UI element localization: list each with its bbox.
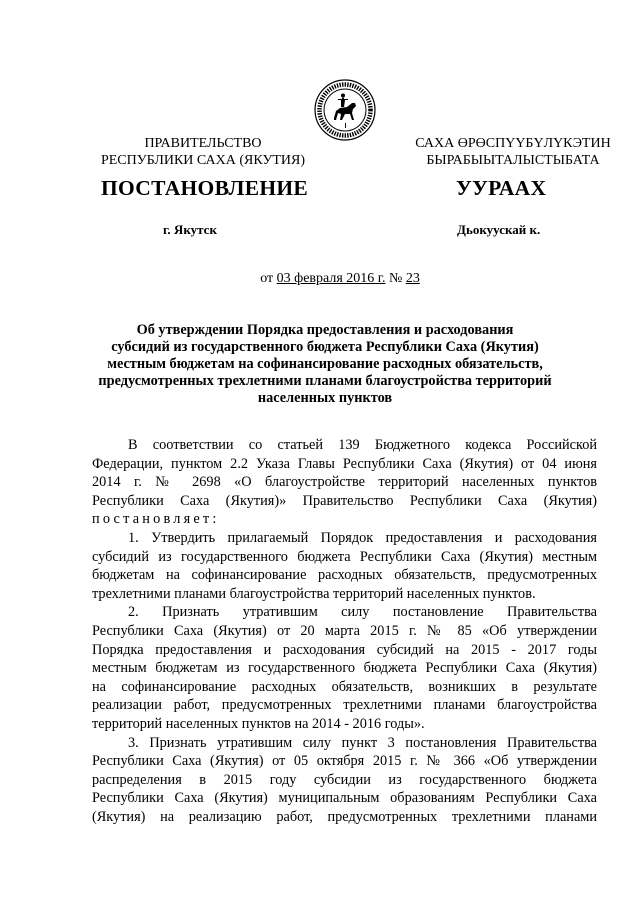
- header-left-line-2: РЕСПУБЛИКИ САХА (ЯКУТИЯ): [100, 153, 306, 168]
- body-line: Республики Саха (Якутия) от 05 октября 2015 г. № 366 «Об утверждении: [92, 753, 597, 770]
- body-line: постановляет:: [92, 511, 220, 528]
- body-line: (Якутия) на реализацию работ, предусмотренных трехлетними планами: [92, 808, 597, 825]
- date-prefix: от: [260, 271, 277, 286]
- body-line: 2. Признать утратившим силу постановление Правительства: [128, 604, 597, 621]
- city-sakha: Дьокуускай к.: [457, 222, 541, 237]
- body-line: реализации работ, предусмотренных трехлетними планами благоустройства: [92, 697, 597, 714]
- header-right-line-2: БЫРАБЫЫТАЛЫСТЫБАТА: [426, 153, 600, 168]
- document-date: 03 февраля 2016 г.: [276, 271, 386, 286]
- title-line: местным бюджетам на софинансирование расходных обязательств,: [107, 356, 543, 372]
- body-line: 3. Признать утратившим силу пункт 3 постановления Правительства: [128, 734, 597, 751]
- body-line: территорий населенных пунктов на 2014 - 2016 годы».: [92, 715, 425, 732]
- document-type-sakha: УУРААХ: [456, 176, 547, 200]
- body-line: бюджетам на софинансирование расходных обязательств, предусмотренных: [92, 567, 597, 584]
- body-line: Порядка предоставления и расходования субсидий на 2015 - 2017 годы: [92, 641, 597, 658]
- body-line: Федерации, пунктом 2.2 Указа Главы Республики Саха (Якутия) от 04 июня: [92, 455, 597, 472]
- number-prefix: №: [385, 271, 406, 286]
- body-line: 1. Утвердить прилагаемый Порядок предоставления и расходования: [128, 529, 597, 546]
- body-line: на софинансирование расходных обязательств, возникших в результате: [92, 678, 597, 695]
- body-line: 2014 г. № 2698 «О благоустройстве территорий населенных пунктов: [92, 474, 597, 491]
- body-line: Республики Саха (Якутия) от 20 марта 2015 г. № 85 «Об утверждении: [92, 622, 597, 639]
- body-line: распределения в 2015 году субсидии из государственного бюджета: [92, 771, 597, 788]
- body-line: Республики Саха (Якутия)» Правительство Республики Саха (Якутия): [92, 492, 597, 509]
- header-right-line-1: САХА ӨРӨСПҮҮБҮЛҮКЭТИН: [415, 136, 611, 151]
- header-left: [88, 135, 318, 169]
- document-title: [80, 322, 570, 407]
- document-number: 23: [405, 271, 420, 286]
- body-line: В соответствии со статьей 139 Бюджетного кодекса Российской: [128, 437, 597, 453]
- title-line: Об утверждении Порядка предоставления и расходования: [136, 322, 514, 338]
- date-number-line: [0, 271, 640, 287]
- body-line: субсидий из государственного бюджета Республики Саха (Якутия) местным: [92, 548, 597, 565]
- body-line: местным бюджетам из государственного бюджета Республики Саха (Якутия): [92, 660, 597, 677]
- coat-of-arms-emblem: [314, 79, 376, 141]
- body-line: трехлетними планами благоустройства территорий населенных пунктов.: [92, 585, 536, 602]
- body-line: Республики Саха (Якутия) муниципальным образованиям Республики Саха: [92, 790, 597, 807]
- header-right: [398, 135, 628, 169]
- title-line: предусмотренных трехлетними планами благоустройства территорий: [98, 373, 552, 389]
- city-ru: г. Якутск: [163, 222, 217, 237]
- title-line: субсидий из государственного бюджета Республики Саха (Якутия): [111, 339, 539, 355]
- document-type-ru: ПОСТАНОВЛЕНИЕ: [101, 176, 309, 200]
- header-left-line-1: ПРАВИТЕЛЬСТВО: [144, 136, 262, 151]
- title-line: населенных пунктов: [257, 390, 393, 406]
- document-body: [92, 436, 597, 826]
